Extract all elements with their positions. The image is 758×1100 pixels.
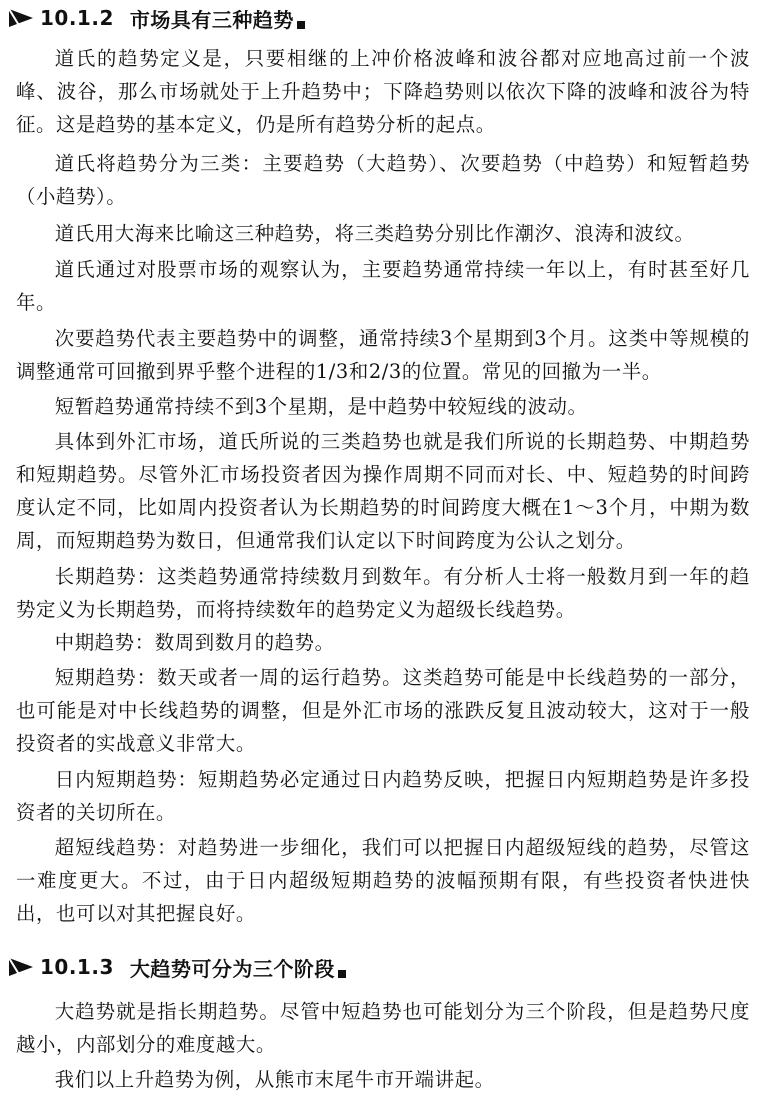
triangle-arrow-icon — [8, 7, 34, 29]
triangle-arrow-icon — [8, 956, 34, 978]
paragraph: 短暂趋势通常持续不到3个星期，是中趋势中较短线的波动。 — [54, 395, 588, 418]
paragraph: 日内短期趋势：短期趋势必定通过日内趋势反映，把握日内短期趋势是许多投资者的关切所在。 — [16, 768, 750, 824]
paragraph: 长期趋势：这类趋势通常持续数月到数年。有分析人士将一般数月到一年的趋势定义为长期趋势，而将持续数年的趋势定义为超级长线趋势。 — [16, 565, 750, 621]
paragraph: 超短线趋势：对趋势进一步细化，我们可以把握日内超级短线的趋势，尽管这一难度更大。不过，由于日内超级短期趋势的波幅预期有限，有些投资者快进快出，也可以对其把握良好。 — [16, 836, 750, 925]
paragraph: 中期趋势：数周到数月的趋势。 — [54, 631, 335, 654]
paragraph: 次要趋势代表主要趋势中的调整，通常持续3个星期到3个月。这类中等规模的调整通常可回撤到界乎整个进程的1/3和2/3的位置。常见的回撤为一半。 — [16, 327, 750, 383]
section-title: 市场具有三种趋势 — [129, 7, 294, 32]
square-bullet-icon — [297, 21, 305, 29]
paragraph: 短期趋势：数天或者一周的运行趋势。这类趋势可能是中长线趋势的一部分，也可能是对中长线趋势的调整，但是外汇市场的涨跌反复且波动较大，这对于一般投资者的实战意义非常大。 — [16, 666, 750, 755]
paragraph: 我们以上升趋势为例，从熊市末尾牛市开端讲起。 — [54, 1068, 495, 1091]
section-title: 大趋势可分为三个阶段 — [129, 956, 335, 981]
paragraph: 道氏通过对股票市场的观察认为，主要趋势通常持续一年以上，有时甚至好几年。 — [16, 258, 750, 314]
paragraph: 道氏将趋势分为三类：主要趋势（大趋势）、次要趋势（中趋势）和短暂趋势（小趋势）。 — [16, 152, 750, 208]
paragraph: 具体到外汇市场，道氏所说的三类趋势也就是我们所说的长期趋势、中期趋势和短期趋势。尽管外汇市场投资者因为操作周期不同而对长、中、短趋势的时间跨度认定不同，比如周内投资者认为长期趋势的时间跨度大概在1～3个月，中期为数周，而短期趋势为数日，但通常我们认定以下时间跨度为公认之划分。 — [16, 430, 750, 552]
section-heading-10-1-2 — [8, 3, 305, 33]
section-number: 10.1.3 — [40, 955, 114, 979]
section-number: 10.1.2 — [40, 6, 114, 30]
paragraph: 大趋势就是指长期趋势。尽管中短趋势也可能划分为三个阶段，但是趋势尺度越小，内部划分的难度越大。 — [16, 1000, 750, 1056]
paragraph: 道氏用大海来比喻这三种趋势，将三类趋势分别比作潮汐、浪涛和波纹。 — [54, 222, 695, 245]
square-bullet-icon — [338, 970, 346, 978]
section-heading-10-1-3 — [8, 952, 346, 982]
paragraph: 道氏的趋势定义是，只要相继的上冲价格波峰和波谷都对应地高过前一个波峰、波谷，那么市场就处于上升趋势中；下降趋势则以依次下降的波峰和波谷为特征。这是趋势的基本定义，仍是所有趋势分析的起点。 — [16, 47, 750, 136]
